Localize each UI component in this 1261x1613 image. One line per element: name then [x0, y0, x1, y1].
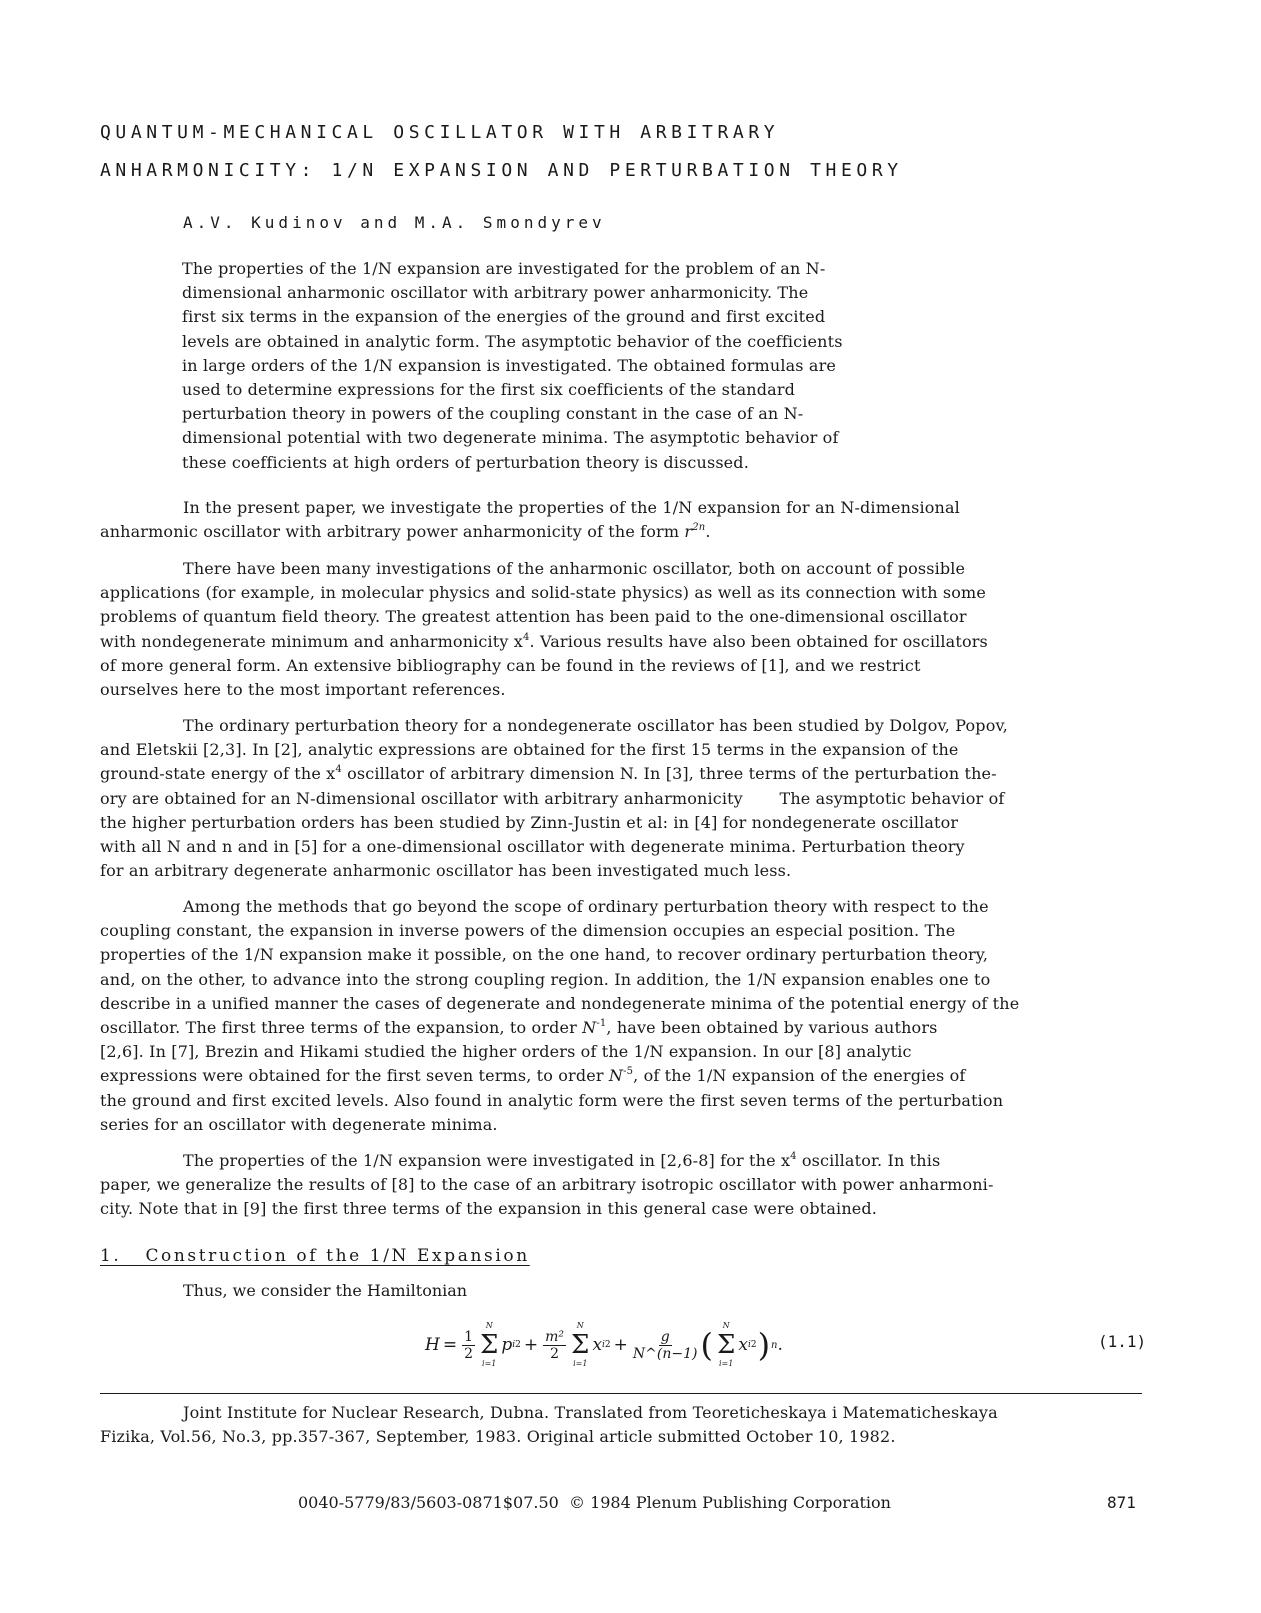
footnote-line: Fizika, Vol.56, No.3, pp.357-367, September, 1983. Original article submitted October 10, 1982. — [100, 1427, 896, 1447]
paragraph-line: ory are obtained for an N-dimensional oscillator with arbitrary anharmonicity The asymptotic behavior of — [100, 788, 1005, 808]
eq-symbol: 2 — [750, 1340, 757, 1350]
text-run: , of the 1/N expansion of the energies of — [633, 1066, 966, 1086]
paragraph-line: problems of quantum field theory. The greatest attention has been paid to the one-dimensional oscillator — [100, 607, 967, 627]
eq-symbol: H — [425, 1335, 440, 1355]
eq-symbol: Σ — [480, 1330, 499, 1360]
eq-symbol: = — [442, 1335, 458, 1355]
eq-symbol: + — [613, 1335, 628, 1355]
eq-symbol: i=1 — [482, 1359, 497, 1368]
paragraph-line: In the present paper, we investigate the properties of the 1/N expansion for an N-dimensional — [183, 498, 960, 517]
section-title: Construction of the 1/N Expansion — [145, 1246, 530, 1266]
text-run: The properties of the 1/N expansion were investigated in [2,6-8] for the x — [183, 1151, 791, 1170]
superscript: 4 — [790, 1151, 797, 1162]
eq-symbol: p — [501, 1335, 513, 1355]
paragraph-line: and, on the other, to advance into the strong coupling region. In addition, the 1/N expansion enables one to — [100, 969, 991, 989]
paragraph-line: properties of the 1/N expansion make it possible, on the one hand, to recover ordinary perturbation theory, — [100, 945, 989, 965]
eq-symbol: i — [747, 1340, 751, 1350]
paragraph-line: describe in a unified manner the cases of degenerate and nondegenerate minima of the potential energy of the — [100, 993, 1020, 1013]
paragraph-line — [100, 520, 1145, 544]
math-N: N — [582, 1018, 597, 1038]
equation-intro: Thus, we consider the Hamiltonian — [183, 1281, 468, 1300]
superscript: -1 — [596, 1018, 607, 1030]
eq-symbol: N — [485, 1321, 493, 1330]
eq-symbol: Σ — [571, 1330, 590, 1360]
title-line-1: QUANTUM-MECHANICAL OSCILLATOR WITH ARBITRARY — [100, 122, 780, 143]
paragraph-line: ourselves here to the most important references. — [100, 680, 506, 700]
eq-symbol: 2 — [604, 1340, 611, 1350]
abstract-line: dimensional anharmonic oscillator with arbitrary power anharmonicity. The — [182, 283, 809, 303]
paragraph-line: and Eletskii [2,3]. In [2], analytic expressions are obtained for the first 15 terms in the expansion of the — [100, 740, 959, 760]
eq-symbol: 2 — [550, 1345, 560, 1362]
eq-symbol: 2 — [515, 1340, 521, 1350]
paragraph-line: city. Note that in [9] the first three terms of the expansion in this general case were obtained. — [100, 1199, 878, 1219]
paragraph-line: the ground and first excited levels. Also found in analytic form were the first seven terms of the perturbation — [100, 1090, 1004, 1110]
equation-number: (1.1) — [1098, 1332, 1147, 1351]
abstract-line: perturbation theory in powers of the coupling constant in the case of an N- — [182, 404, 804, 424]
eq-symbol: + — [523, 1335, 539, 1355]
eq-sum — [480, 1321, 498, 1369]
footnote-line: Joint Institute for Nuclear Research, Dubna. Translated from Teoreticheskaya i Matematicheskaya — [183, 1403, 998, 1422]
eq-symbol: i — [602, 1340, 605, 1350]
paragraph-5 — [100, 1149, 1145, 1222]
paragraph-line: applications (for example, in molecular physics and solid-state physics) as well as its connection with some — [100, 583, 986, 603]
footer — [298, 1493, 891, 1512]
title-line-2: ANHARMONICITY: 1/N EXPANSION AND PERTURBATION THEORY — [100, 160, 903, 181]
hamiltonian-equation — [425, 1315, 783, 1375]
eq-symbol: N — [576, 1321, 584, 1330]
superscript: 4 — [522, 631, 530, 643]
superscript: 4 — [335, 764, 342, 776]
footer-copyright: © 1984 Plenum Publishing Corporation — [568, 1493, 891, 1512]
paragraph-2 — [100, 557, 1145, 702]
paragraph-line: paper, we generalize the results of [8] to the case of an arbitrary isotropic oscillator with power anharmoni- — [100, 1175, 994, 1195]
paragraph-line: The ordinary perturbation theory for a nondegenerate oscillator has been studied by Dolgov, Popov, — [183, 716, 1009, 735]
eq-symbol: g — [660, 1328, 670, 1345]
eq-symbol: n — [771, 1339, 778, 1351]
paragraph-line: There have been many investigations of the anharmonic oscillator, both on account of possible — [183, 559, 966, 578]
paragraph-line — [100, 1064, 1145, 1088]
eq-fraction — [633, 1329, 698, 1362]
text-run: oscillator. In this — [796, 1151, 941, 1170]
text-run: ground-state energy of the x — [100, 764, 336, 784]
text-run: with nondegenerate minimum and anharmonicity x — [100, 631, 523, 651]
paragraph-line: the higher perturbation orders has been studied by Zinn-Justin et al: in [4] for nondegenerate oscillator — [100, 812, 959, 832]
abstract-line: dimensional potential with two degenerate minima. The asymptotic behavior of — [182, 428, 839, 448]
text-run: oscillator of arbitrary dimension N. In [3], three terms of the perturbation the- — [341, 764, 997, 784]
eq-symbol: 1 — [464, 1328, 473, 1345]
footnote-rule — [100, 1393, 1142, 1394]
eq-symbol: Σ — [716, 1330, 736, 1360]
paragraph-line: of more general form. An extensive bibliography can be found in the reviews of [1], and we restrict — [100, 655, 921, 675]
paragraph-line: [2,6]. In [7], Brezin and Hikami studied the higher orders of the 1/N expansion. In our [8] analytic — [100, 1042, 912, 1062]
eq-sum — [571, 1321, 589, 1369]
paragraph-line — [100, 1016, 1145, 1040]
eq-sum — [717, 1321, 735, 1369]
paragraph-line: with all N and n and in [5] for a one-dimensional oscillator with degenerate minima. Perturbation theory — [100, 837, 965, 857]
paragraph-line: series for an oscillator with degenerate minima. — [100, 1114, 498, 1134]
text-run: , have been obtained by various authors — [606, 1018, 938, 1038]
math-r: r — [684, 522, 693, 542]
paragraph-line: for an arbitrary degenerate anharmonic oscillator has been investigated much less. — [100, 861, 792, 881]
section-heading — [100, 1246, 530, 1266]
eq-symbol: i — [512, 1340, 516, 1350]
abstract — [182, 257, 962, 475]
eq-symbol: x — [738, 1335, 748, 1355]
paragraph-line — [100, 762, 1145, 786]
text-run: anharmonic oscillator with arbitrary power anharmonicity of the form — [100, 522, 685, 542]
footnote — [100, 1401, 1150, 1449]
abstract-line: The properties of the 1/N expansion are investigated for the problem of an N- — [182, 259, 826, 278]
abstract-line: these coefficients at high orders of perturbation theory is discussed. — [182, 452, 749, 472]
eq-symbol: 2 — [464, 1345, 473, 1362]
paragraph-line — [100, 1149, 1145, 1173]
footer-code: 0040-5779/83/5603-0871$07.50 — [298, 1493, 559, 1512]
text-run: oscillator. The first three terms of the expansion, to order — [100, 1018, 583, 1038]
text-run: . Various results have also been obtained for oscillators — [529, 631, 988, 651]
abstract-line: used to determine expressions for the first six coefficients of the standard — [182, 380, 796, 400]
eq-symbol: . — [777, 1335, 783, 1355]
paragraph-line: coupling constant, the expansion in inverse powers of the dimension occupies an especial position. The — [100, 921, 956, 941]
eq-symbol: N — [722, 1321, 730, 1330]
paragraph-4 — [100, 895, 1145, 1137]
abstract-line: in large orders of the 1/N expansion is investigated. The obtained formulas are — [182, 355, 836, 375]
math-N: N — [608, 1066, 624, 1086]
eq-symbol: m² — [545, 1328, 565, 1345]
abstract-line: first six terms in the expansion of the energies of the ground and first excited — [182, 307, 826, 327]
eq-symbol: i=1 — [718, 1359, 734, 1368]
authors: A.V. Kudinov and M.A. Smondyrev — [183, 213, 606, 232]
eq-symbol: ( — [700, 1326, 713, 1364]
text-run: expressions were obtained for the first seven terms, to order — [100, 1066, 609, 1086]
abstract-line: levels are obtained in analytic form. The asymptotic behavior of the coefficients — [182, 331, 843, 351]
eq-fraction — [462, 1329, 475, 1362]
paragraph-3 — [100, 714, 1145, 883]
paragraph-line — [100, 630, 1145, 654]
eq-symbol: ) — [757, 1326, 771, 1364]
paragraph-line: Among the methods that go beyond the scope of ordinary perturbation theory with respect to the — [183, 897, 989, 916]
superscript: -5 — [623, 1066, 634, 1078]
page-number: 871 — [1107, 1493, 1136, 1512]
eq-symbol: N^(n−1) — [632, 1345, 698, 1362]
eq-symbol: i=1 — [573, 1359, 588, 1368]
section-number: 1. — [100, 1246, 122, 1266]
text-run: . — [705, 522, 711, 542]
superscript: 2n — [692, 522, 706, 534]
paragraph-1 — [100, 496, 1145, 544]
eq-symbol: x — [592, 1335, 603, 1355]
eq-fraction — [543, 1329, 566, 1362]
